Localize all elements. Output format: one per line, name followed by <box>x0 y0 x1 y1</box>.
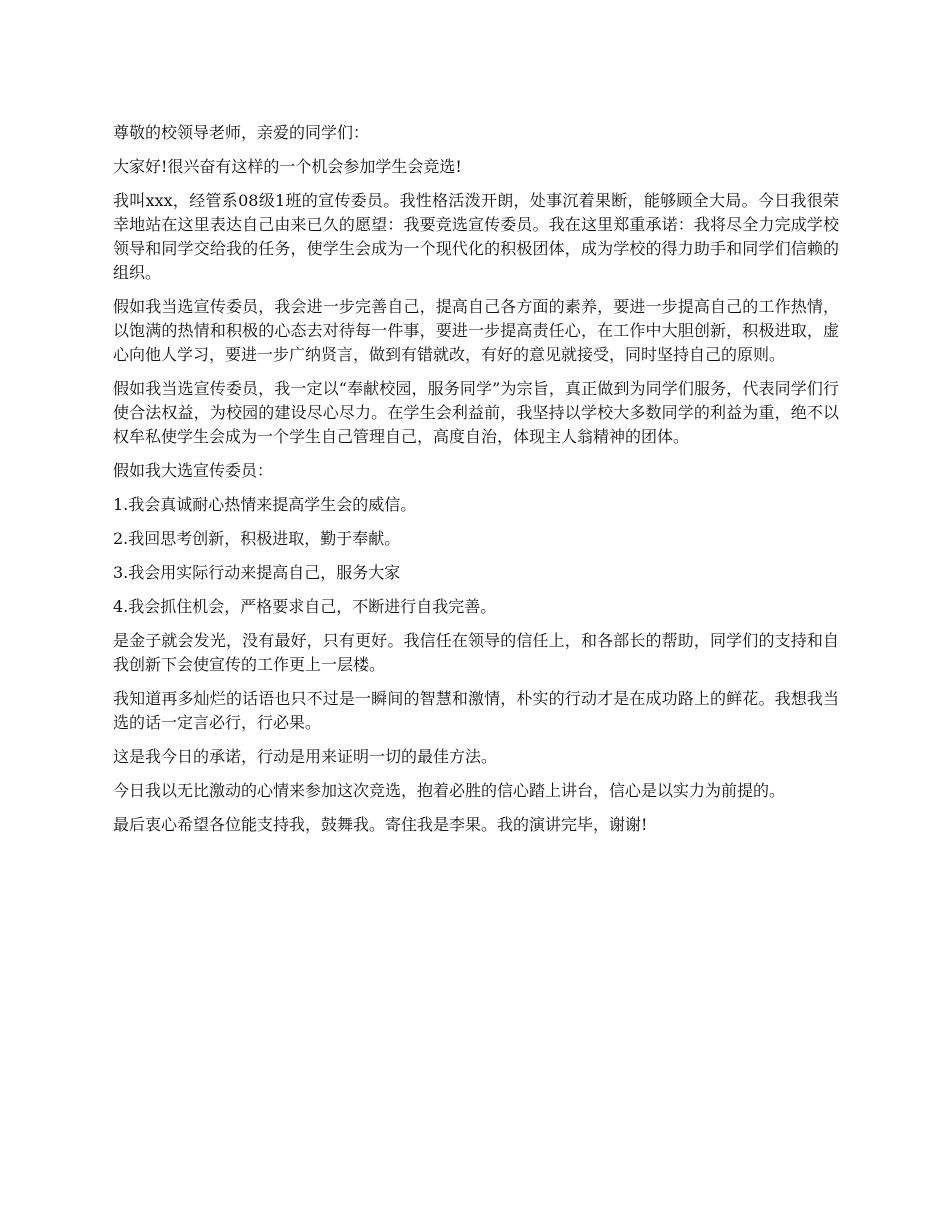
action-paragraph: 我知道再多灿烂的话语也只不过是一瞬间的智慧和激情，朴实的行动才是在成功路上的鲜花。我想我当选的话一定言必行，行必果。 <box>113 689 839 732</box>
introduction-paragraph: 我叫xxx，经管系08级1班的宣传委员。我性格活泼开朗，处事沉着果断，能够顾全大局。今日我很荣幸地站在这里表达自己由来已久的愿望：我要竞选宣传委员。我在这里郑重承诺：我将尽全力完成学校领导和同学交给我的任务，使学生会成为一个现代化的积极团体，成为学校的得力助手和同学们信赖的组织。 <box>113 191 839 282</box>
service-paragraph: 假如我当选宣传委员，我一定以“奉献校园，服务同学”为宗旨，真正做到为同学们服务，代表同学们行使合法权益，为校园的建设尽心尽力。在学生会利益前，我坚持以学校大多数同学的利益为重，绝不以权牟私使学生会成为一个学生自己管理自己，高度自治，体现主人翁精神的团体。 <box>113 379 839 446</box>
list-item-2: 2.我回思考创新，积极进取，勤于奉献。 <box>113 529 401 548</box>
list-item-4: 4.我会抓住机会，严格要求自己，不断进行自我完善。 <box>113 597 497 616</box>
list-item-3: 3.我会用实际行动来提高自己，服务大家 <box>113 563 401 582</box>
list-item-1: 1.我会真诚耐心热情来提高学生会的威信。 <box>113 495 417 514</box>
document-page <box>113 121 839 847</box>
self-improvement-paragraph: 假如我当选宣传委员，我会进一步完善自己，提高自己各方面的素养，要进一步提高自己的工作热情，以饱满的热情和积极的心态去对待每一件事，要进一步提高责任心，在工作中大胆创新，积极进取，虚心向他人学习，要进一步广纳贤言，做到有错就改，有好的意见就接受，同时坚持自己的原则。 <box>113 297 839 364</box>
promise-paragraph: 这是我今日的承诺，行动是用来证明一切的最佳方法。 <box>113 747 498 766</box>
salutation: 尊敬的校领导老师，亲爱的同学们： <box>113 123 370 142</box>
confidence-paragraph: 今日我以无比激动的心情来参加这次竞选，抱着必胜的信心踏上讲台，信心是以实力为前提的。 <box>113 781 786 800</box>
closing-paragraph: 最后衷心希望各位能支持我，鼓舞我。寄住我是李果。我的演讲完毕，谢谢! <box>113 815 648 834</box>
gold-paragraph: 是金子就会发光，没有最好，只有更好。我信任在领导的信任上，和各部长的帮助，同学们的支持和自我创新下会使宣传的工作更上一层楼。 <box>113 631 839 674</box>
list-intro-paragraph: 假如我大选宣传委员： <box>113 461 274 480</box>
greeting-paragraph: 大家好!很兴奋有这样的一个机会参加学生会竞选! <box>113 157 462 176</box>
